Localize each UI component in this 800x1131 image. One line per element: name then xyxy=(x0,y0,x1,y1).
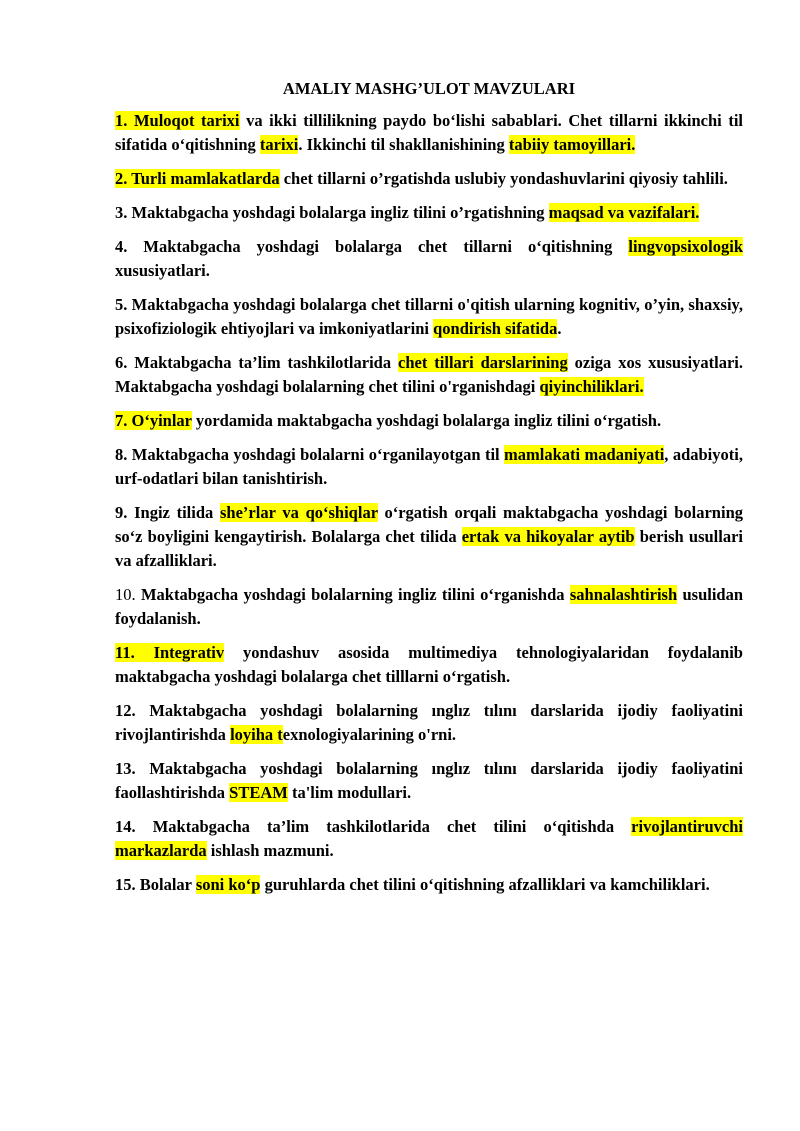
highlighted-text: 11. Integrativ xyxy=(115,643,225,662)
topic-item xyxy=(115,583,743,631)
topic-text: o‘rgatish orqali maktabgacha yoshdagi bolarning so‘z boyligini kengaytirish. Bolalarga chet tilida xyxy=(115,503,743,546)
highlighted-text: qiyinchiliklari. xyxy=(539,377,644,396)
highlighted-text: soni ko‘p xyxy=(195,875,261,894)
highlighted-text: rivojlantiruvchi markazlarda xyxy=(115,817,743,860)
highlighted-text: STEAM xyxy=(229,783,288,802)
topic-text: . Ikkinchi til shakllanishining xyxy=(298,135,509,154)
topic-item xyxy=(115,109,743,157)
topic-text: exnologiyalarining o'rni. xyxy=(282,725,457,744)
topic-text: 5. Maktabgacha yoshdagi bolalarga chet tillarni o'qitish ularning kognitiv, o’yin, shaxsiy, psixofiziologik ehtiyojlari va imkoniyatlarini xyxy=(115,295,743,338)
highlighted-text: she’rlar va qo‘shiqlar xyxy=(220,503,378,522)
highlighted-text: lingvopsixologik xyxy=(628,237,743,256)
topic-item xyxy=(115,443,743,491)
topic-text: berish usullari va afzalliklari. xyxy=(115,527,743,570)
topic-text: 3. Maktabgacha yoshdagi bolalarga ingliz tilini o’rgatishning xyxy=(115,203,549,222)
topic-text: yondashuv asosida multimediya tehnologiyalaridan foydalanib maktabgacha yoshdagi bolalarga chet tilllarni o‘rgatish. xyxy=(115,643,743,686)
topic-item xyxy=(115,293,743,341)
topic-item xyxy=(115,235,743,283)
topic-text: . xyxy=(557,319,562,338)
topic-item xyxy=(115,757,743,805)
highlighted-text: ertak va hikoyalar aytib xyxy=(461,527,635,546)
topic-text: 13. Maktabgacha yoshdagi bolalarning ınglız tılını darslarida ijodiy faoliyatini faollashtirishda xyxy=(115,759,743,802)
highlighted-text: mamlakati madaniyati xyxy=(504,445,665,464)
topic-item xyxy=(115,351,743,399)
topic-text: 4. Maktabgacha yoshdagi bolalarga chet tillarni o‘qitishning xyxy=(115,237,629,256)
highlighted-text: tabiiy tamoyillari. xyxy=(508,135,636,154)
topic-item xyxy=(115,641,743,689)
topic-text: , adabiyoti, urf-odatlari bilan tanishtirish. xyxy=(115,445,743,488)
highlighted-text: tarixi xyxy=(259,135,299,154)
highlighted-text: qondirish sifatida xyxy=(433,319,558,338)
topic-list xyxy=(115,109,743,897)
highlighted-text: loyiha t xyxy=(230,725,283,744)
topic-text: 10. xyxy=(115,585,141,604)
topic-text: ta'lim modullari. xyxy=(287,783,412,802)
topic-text: 8. Maktabgacha yoshdagi bolalarni o‘rganilayotgan til xyxy=(115,445,505,464)
topic-text: yordamida maktabgacha yoshdagi bolalarga ingliz tilini o‘rgatish. xyxy=(191,411,662,430)
highlighted-text: 2. Turli mamlakatlarda xyxy=(115,169,280,188)
topic-text: 6. Maktabgacha ta’lim tashkilotlarida xyxy=(115,353,399,372)
topic-text: ishlash mazmuni. xyxy=(206,841,334,860)
topic-text: 15. Bolalar xyxy=(115,875,196,894)
topic-text: guruhlarda chet tilini o‘qitishning afzalliklari va kamchiliklari. xyxy=(260,875,710,894)
topic-text: usulidan foydalanish. xyxy=(115,585,744,628)
topic-item xyxy=(115,201,743,225)
highlighted-text: sahnalashtirish xyxy=(569,585,678,604)
topic-item xyxy=(115,409,743,433)
page-title: AMALIY MASHG’ULOT MAVZULARI xyxy=(282,79,576,98)
topic-text: 14. Maktabgacha ta’lim tashkilotlarida chet tilini o‘qitishda xyxy=(115,817,632,836)
topic-text: oziga xos xususiyatlari. Maktabgacha yoshdagi bolalarning chet tilini o'rganishdagi xyxy=(115,353,743,396)
highlighted-text: 1. Muloqot tarixi xyxy=(115,111,240,130)
topic-item xyxy=(115,167,743,191)
document-page xyxy=(115,78,743,907)
topic-item xyxy=(115,699,743,747)
highlighted-text: 7. O‘yinlar xyxy=(115,411,192,430)
topic-text: 9. Ingiz tilida xyxy=(115,503,221,522)
topic-text: 12. Maktabgacha yoshdagi bolalarning ınglız tılını darslarida ijodiy faoliyatini rivojlantirishda xyxy=(115,701,743,744)
topic-text: xususiyatlari. xyxy=(115,261,210,280)
topic-item xyxy=(115,815,743,863)
topic-text: chet tillarni o’rgatishda uslubiy yondashuvlarini qiyosiy tahlili. xyxy=(279,169,728,188)
topic-text: va ikki tillilikning paydo bo‘lishi sabablari. Chet tillarni ikkinchi til sifatida o‘qitishning xyxy=(115,111,743,154)
topic-item xyxy=(115,501,743,573)
topic-item xyxy=(115,873,743,897)
highlighted-text: maqsad va vazifalari. xyxy=(548,203,700,222)
topic-text: Maktabgacha yoshdagi bolalarning ingliz tilini o‘rganishda xyxy=(140,585,570,604)
highlighted-text: chet tillari darslarining xyxy=(398,353,568,372)
